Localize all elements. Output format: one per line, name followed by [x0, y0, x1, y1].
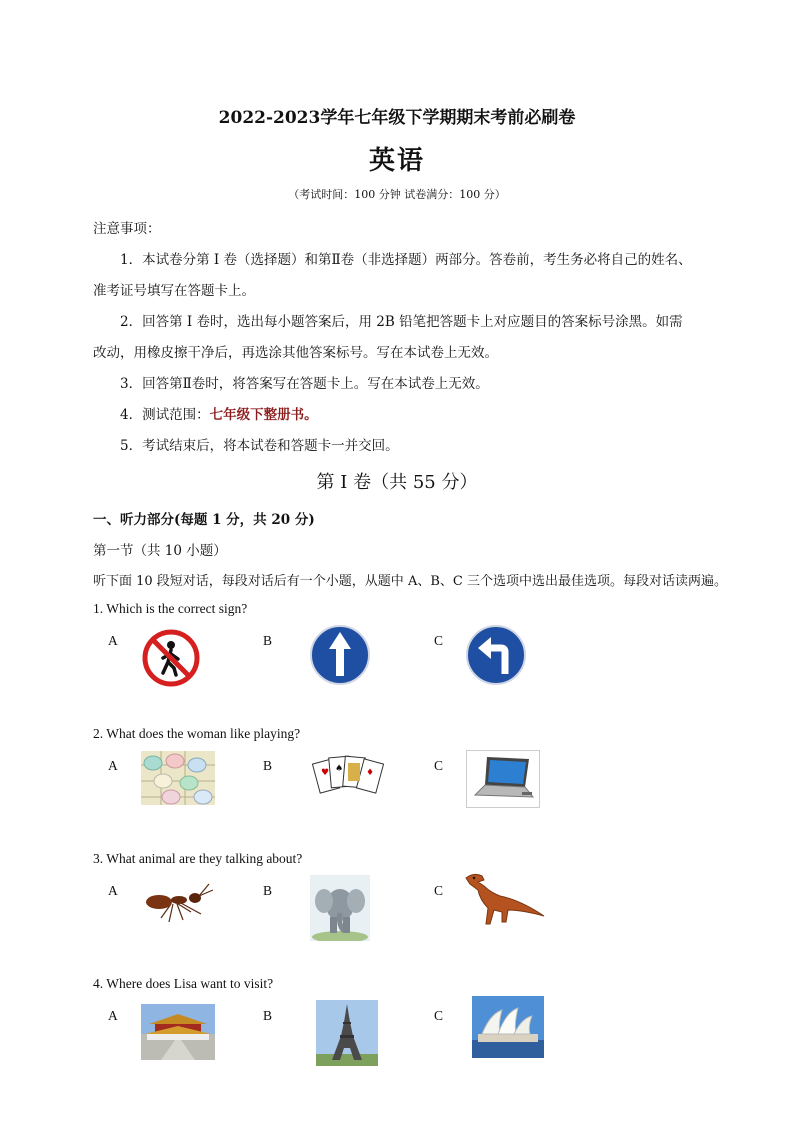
- svg-text:♦: ♦: [366, 768, 375, 778]
- forbidden-city-icon: [141, 1004, 215, 1060]
- note-2a: 2．回答第 I 卷时，选出每小题答案后，用 2B 铅笔把答题卡上对应题目的答案标号涂黑。如需: [120, 314, 683, 330]
- straight-arrow-sign-icon: [309, 624, 371, 686]
- q2-option-b: B: [263, 758, 273, 773]
- note-2b: 改动，用橡皮擦干净后，再选涂其他答案标号。写在本试卷上无效。: [93, 345, 498, 361]
- subject-title: 英语: [368, 146, 425, 176]
- q2-option-c: C: [434, 758, 444, 773]
- exam-title: 2022-2023学年七年级下学期期末考前必刷卷: [218, 108, 576, 128]
- note-4-scope: 七年级下整册书。: [209, 407, 318, 423]
- sydney-opera-house-icon: [472, 996, 544, 1058]
- exam-meta: （考试时间：100 分钟 试卷满分：100 分）: [288, 188, 506, 201]
- note-3: 3．回答第Ⅱ卷时，将答案写在答题卡上。写在本试卷上无效。: [120, 376, 489, 392]
- q3-option-b: B: [263, 883, 273, 898]
- question-1: 1. Which is the correct sign?: [93, 601, 248, 616]
- q1-option-c: C: [434, 633, 444, 648]
- section-title: 第 I 卷（共 55 分）: [316, 472, 478, 493]
- question-3: 3. What animal are they talking about?: [93, 851, 303, 866]
- svg-text:♥: ♥: [321, 768, 330, 778]
- note-1a: 1．本试卷分第 I 卷（选择题）和第Ⅱ卷（非选择题）两部分。答卷前，考生务必将自己的姓名、: [120, 252, 692, 268]
- question-4: 4. Where does Lisa want to visit?: [93, 976, 274, 991]
- listening-instructions: 听下面 10 段短对话，每段对话后有一个小题，从题中 A、B、C 三个选项中选出最佳选项。每段对话读两遍。: [93, 574, 727, 589]
- ant-icon: [141, 878, 215, 926]
- chinese-chess-icon: [141, 751, 215, 805]
- laptop-icon: [466, 750, 540, 808]
- left-turn-sign-icon: [465, 624, 527, 686]
- q3-option-a: A: [108, 883, 118, 898]
- svg-text:♠: ♠: [335, 764, 344, 774]
- sub1-heading: 第一节（共 10 小题）: [93, 543, 227, 559]
- part1-heading: 一、听力部分(每题 1 分，共 20 分): [93, 512, 315, 528]
- dinosaur-icon: [460, 870, 546, 928]
- eiffel-tower-icon: [316, 1000, 378, 1066]
- q2-option-a: A: [108, 758, 118, 773]
- note-1b: 准考证号填写在答题卡上。: [93, 283, 255, 299]
- question-2: 2. What does the woman like playing?: [93, 726, 301, 741]
- note-5: 5．考试结束后，将本试卷和答题卡一并交回。: [120, 438, 399, 454]
- q1-option-a: A: [108, 633, 118, 648]
- notes-heading: 注意事项：: [93, 221, 161, 237]
- q1-option-b: B: [263, 633, 273, 648]
- no-pedestrian-sign-icon: [141, 628, 201, 688]
- elephant-icon: [310, 875, 370, 941]
- note-4: [120, 403, 318, 423]
- q4-option-c: C: [434, 1008, 444, 1023]
- playing-cards-icon: [310, 751, 390, 803]
- note-4-prefix: 4．测试范围：: [120, 407, 210, 423]
- q4-option-b: B: [263, 1008, 273, 1023]
- q4-option-a: A: [108, 1008, 118, 1023]
- q3-option-c: C: [434, 883, 444, 898]
